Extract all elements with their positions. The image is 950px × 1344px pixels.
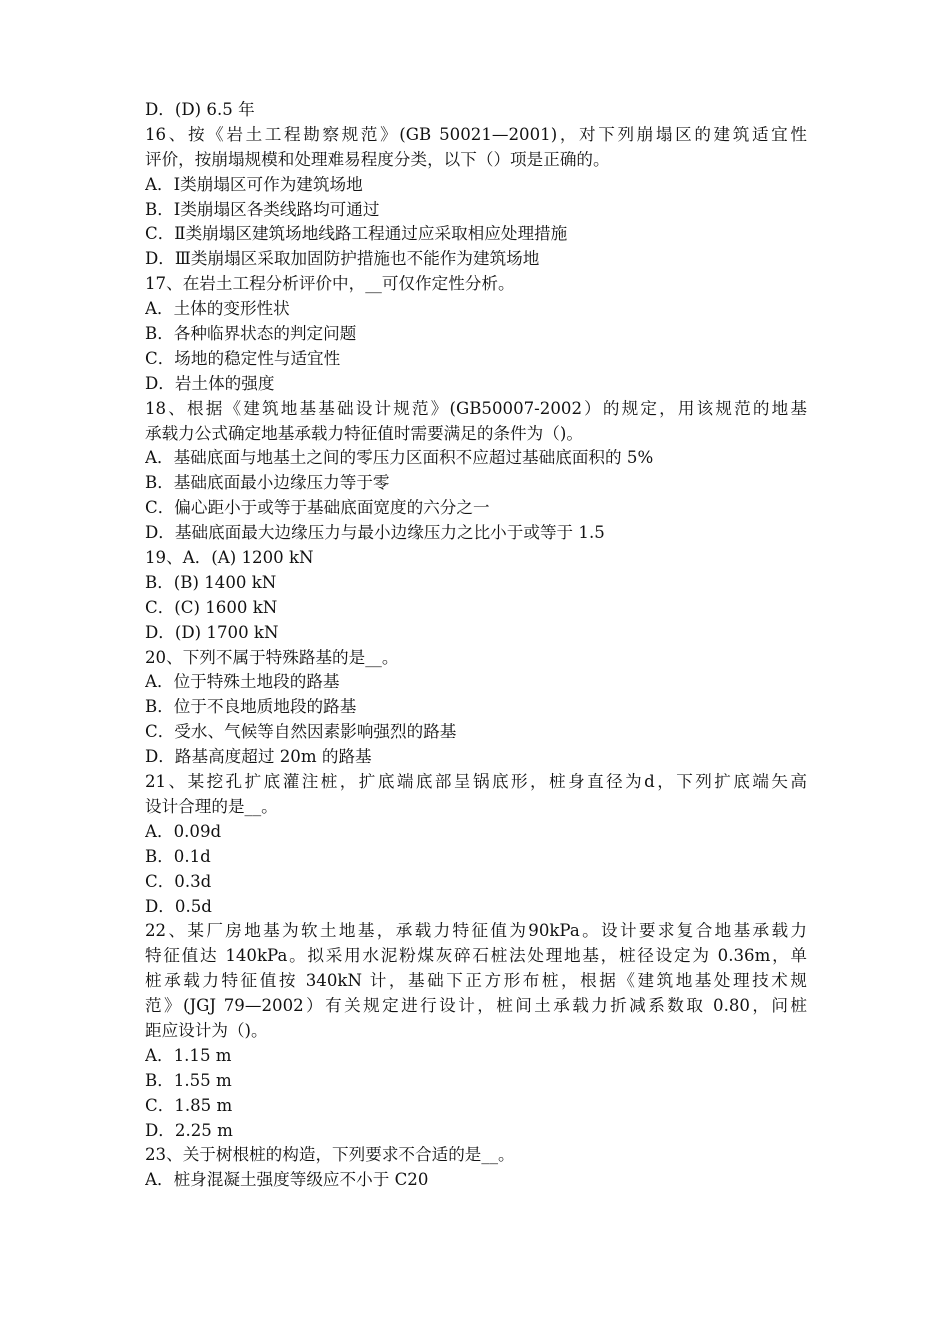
text-line: A．0.09d — [145, 821, 222, 841]
text-line: 范》(JGJ 79—2002）有关规定进行设计，桩间土承载力折减系数取 0.80，问桩 — [145, 996, 807, 1016]
text-line: D．(D) 1700 kN — [145, 622, 279, 642]
text-line: D．路基高度超过 20m 的路基 — [145, 747, 372, 767]
text-line: C．场地的稳定性与适宜性 — [145, 348, 341, 368]
text-line: C．受水、气候等自然因素影响强烈的路基 — [145, 722, 457, 742]
text-line: B．1.55 m — [145, 1070, 232, 1090]
text-line: 评价，按崩塌规模和处理难易程度分类，以下（）项是正确的。 — [145, 149, 610, 169]
text-line: B．0.1d — [145, 846, 211, 866]
text-line: D．(D) 6.5 年 — [145, 100, 255, 119]
text-line: 17、在岩土工程分析评价中，__可仅作定性分析。 — [145, 274, 515, 294]
text-line: D．2.25 m — [145, 1120, 233, 1140]
text-line: D．基础底面最大边缘压力与最小边缘压力之比小于或等于 1.5 — [145, 523, 605, 543]
text-line: D．岩土体的强度 — [145, 373, 275, 393]
text-line: 22、某厂房地基为软土地基，承载力特征值为90kPa。设计要求复合地基承载力 — [145, 921, 807, 941]
text-line: 承载力公式确定地基承载力特征值时需要满足的条件为（)。 — [145, 423, 583, 443]
document-body — [145, 98, 807, 1193]
text-line: C．1.85 m — [145, 1095, 233, 1115]
text-line: B．(B) 1400 kN — [145, 572, 277, 592]
text-line: 23、关于树根桩的构造，下列要求不合适的是__。 — [145, 1145, 515, 1165]
text-line: A．1.15 m — [145, 1045, 232, 1065]
text-line: 16、按《岩土工程勘察规范》(GB 50021—2001)，对下列崩塌区的建筑适宜性 — [145, 124, 807, 144]
text-line: A．Ⅰ类崩塌区可作为建筑场地 — [145, 174, 363, 194]
text-line: C．偏心距小于或等于基础底面宽度的六分之一 — [145, 498, 490, 518]
text-line: 20、下列不属于特殊路基的是__。 — [145, 647, 399, 667]
text-line: 19、A．(A) 1200 kN — [145, 548, 314, 568]
text-line: 距应设计为（)。 — [145, 1020, 268, 1040]
text-line: B．Ⅰ类崩塌区各类线路均可通过 — [145, 199, 380, 219]
text-line: D．Ⅲ类崩塌区采取加固防护措施也不能作为建筑场地 — [145, 249, 540, 269]
text-line: A．桩身混凝土强度等级应不小于 C20 — [145, 1170, 429, 1190]
text-line: B．各种临界状态的判定问题 — [145, 324, 357, 344]
text-line: A．基础底面与地基土之间的零压力区面积不应超过基础底面积的 5% — [145, 448, 654, 468]
text-line: A．土体的变形性状 — [145, 299, 290, 319]
text-line: C．(C) 1600 kN — [145, 597, 278, 617]
text-line: A．位于特殊土地段的路基 — [145, 672, 340, 692]
text-line: 特征值达 140kPa。拟采用水泥粉煤灰碎石桩法处理地基，桩径设定为 0.36m，单 — [145, 946, 807, 966]
text-line: 18、根据《建筑地基基础设计规范》(GB50007-2002）的规定，用该规范的地基 — [145, 398, 807, 418]
text-line: 设计合理的是__。 — [145, 796, 278, 816]
text-line: B．基础底面最小边缘压力等于零 — [145, 473, 390, 493]
text-line: C．Ⅱ类崩塌区建筑场地线路工程通过应采取相应处理措施 — [145, 224, 568, 244]
text-line: 21、某挖孔扩底灌注桩，扩底端底部呈锅底形，桩身直径为d，下列扩底端矢高 — [145, 772, 807, 792]
text-line: 桩承载力特征值按 340kN 计，基础下正方形布桩，根据《建筑地基处理技术规 — [145, 971, 807, 991]
text-line: C．0.3d — [145, 871, 212, 891]
text-line: B．位于不良地质地段的路基 — [145, 697, 357, 717]
text-line: D．0.5d — [145, 896, 212, 916]
